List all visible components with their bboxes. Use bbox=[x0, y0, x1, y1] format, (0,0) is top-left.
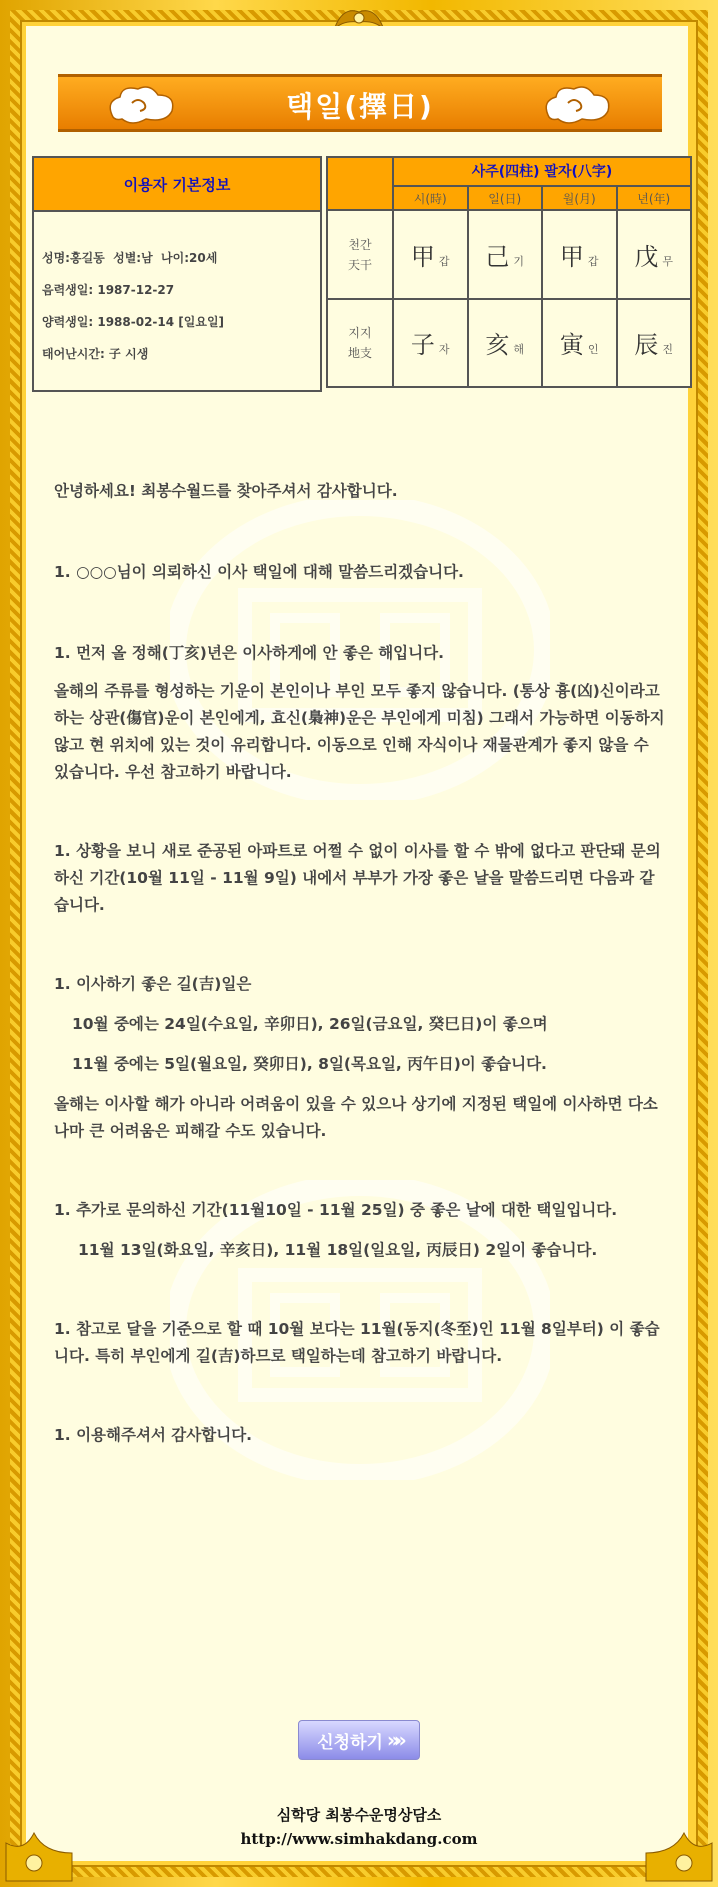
saju-column-header: 일(日) bbox=[468, 186, 543, 211]
saju-cell: 甲 갑 bbox=[393, 210, 468, 298]
good-days-october: 10월 중에는 24일(수요일, 辛卯日), 26일(금요일, 癸巳日)이 좋으며 bbox=[72, 1015, 548, 1033]
greeting: 안녕하세요! 최봉수월드를 찾아주셔서 감사합니다. bbox=[54, 482, 398, 500]
saju-cell: 亥 해 bbox=[468, 299, 543, 387]
saju-cell: 子 자 bbox=[393, 299, 468, 387]
birth-time-line: 태어난시간: 子 시생 bbox=[42, 347, 149, 361]
apply-button-label: 신청하기 bbox=[317, 1732, 383, 1753]
paragraph-thanks: 1. 이용해주셔서 감사합니다. bbox=[54, 1426, 253, 1444]
page-title: 택일(擇日) bbox=[286, 90, 434, 123]
saju-column-header: 년(年) bbox=[617, 186, 692, 211]
saju-cell: 甲 갑 bbox=[542, 210, 617, 298]
title-banner bbox=[58, 74, 662, 132]
saju-column-header: 시(時) bbox=[393, 186, 468, 211]
saju-column-header: 월(月) bbox=[542, 186, 617, 211]
paragraph-situation: 1. 상황을 보니 새로 준공된 아파트로 어쩔 수 없이 이사를 할 수 밖에 없다고 판단돼 문의하신 기간(10월 11일 - 11월 9일) 내에서 부부가 가장 좋은 날을 말씀드리면 다음과 같습니다. bbox=[54, 842, 661, 914]
solar-birthday-line: 양력생일: 1988-02-14 [일요일] bbox=[42, 315, 225, 329]
apply-button[interactable] bbox=[298, 1720, 420, 1760]
paragraph-intro: 1. ○○○님이 의뢰하신 이사 택일에 대해 말씀드리겠습니다. bbox=[54, 563, 464, 581]
saju-title: 사주(四柱) 팔자(八字) bbox=[393, 157, 691, 186]
paragraph-additional-title: 1. 추가로 문의하신 기간(11월10일 - 11월 25일) 중 좋은 날에 대한 택일입니다. bbox=[54, 1201, 618, 1219]
saju-cell: 戊 무 bbox=[617, 210, 692, 298]
user-name-line: 성명:홍길동 성별:남 나이:20세 bbox=[42, 251, 218, 265]
user-info-title: 이용자 기본정보 bbox=[34, 158, 320, 212]
good-days-november: 11월 중에는 5일(월요일, 癸卯日), 8일(목요일, 丙午日)이 좋습니다. bbox=[72, 1055, 547, 1073]
additional-days: 11월 13일(화요일, 辛亥日), 11월 18일(일요일, 丙辰日) 2일이 좋습니다. bbox=[78, 1241, 598, 1259]
paragraph-good-days-body: 올해는 이사할 해가 아니라 어려움이 있을 수 있으나 상기에 지정된 택일에 이사하면 다소나마 큰 어려움은 피해갈 수도 있습니다. bbox=[54, 1095, 658, 1140]
saju-table bbox=[326, 156, 692, 388]
saju-cell: 己 기 bbox=[468, 210, 543, 298]
consultation-text bbox=[54, 478, 666, 1449]
footer-company: 심학당 최봉수운명상담소 bbox=[276, 1806, 442, 1824]
paragraph-reference: 1. 참고로 달을 기준으로 할 때 10월 보다는 11월(동지(冬至)인 11월 8일부터) 이 좋습니다. 특히 부인에게 길(吉)하므로 택일하는데 참고하기 바랍니다. bbox=[54, 1320, 660, 1365]
paragraph-good-days-title: 1. 이사하기 좋은 길(吉)일은 bbox=[54, 975, 252, 993]
user-info-box bbox=[32, 156, 322, 392]
saju-cell: 寅 인 bbox=[542, 299, 617, 387]
paragraph-year-body: 올해의 주류를 형성하는 기운이 본인이나 부인 모두 좋지 않습니다. (통상 흉(凶)신이라고 하는 상관(傷官)운이 본인에게, 효신(梟神)운은 부인에게 미침) 그래서 가능하면 이동하지 않고 현 위치에 있는 것이 유리합니다. 이동으로 인해 자식이나 재물관계가 좋지 않을 수 있습니다. 우선 참고하기 바랍니다. bbox=[54, 682, 665, 781]
double-arrow-icon: »» bbox=[386, 1728, 401, 1752]
lunar-birthday-line: 음력생일: 1987-12-27 bbox=[42, 283, 175, 297]
cloud-ornament-icon bbox=[538, 81, 618, 129]
saju-corner-cell bbox=[327, 157, 393, 210]
paragraph-year-title: 1. 먼저 올 정해(丁亥)년은 이사하게에 안 좋은 해입니다. bbox=[54, 644, 444, 662]
saju-cell: 辰 진 bbox=[617, 299, 692, 387]
saju-row-label: 지지 地支 bbox=[327, 299, 393, 387]
footer-url[interactable]: http://www.simhakdang.com bbox=[240, 1830, 478, 1848]
saju-row-label: 천간 天干 bbox=[327, 210, 393, 298]
